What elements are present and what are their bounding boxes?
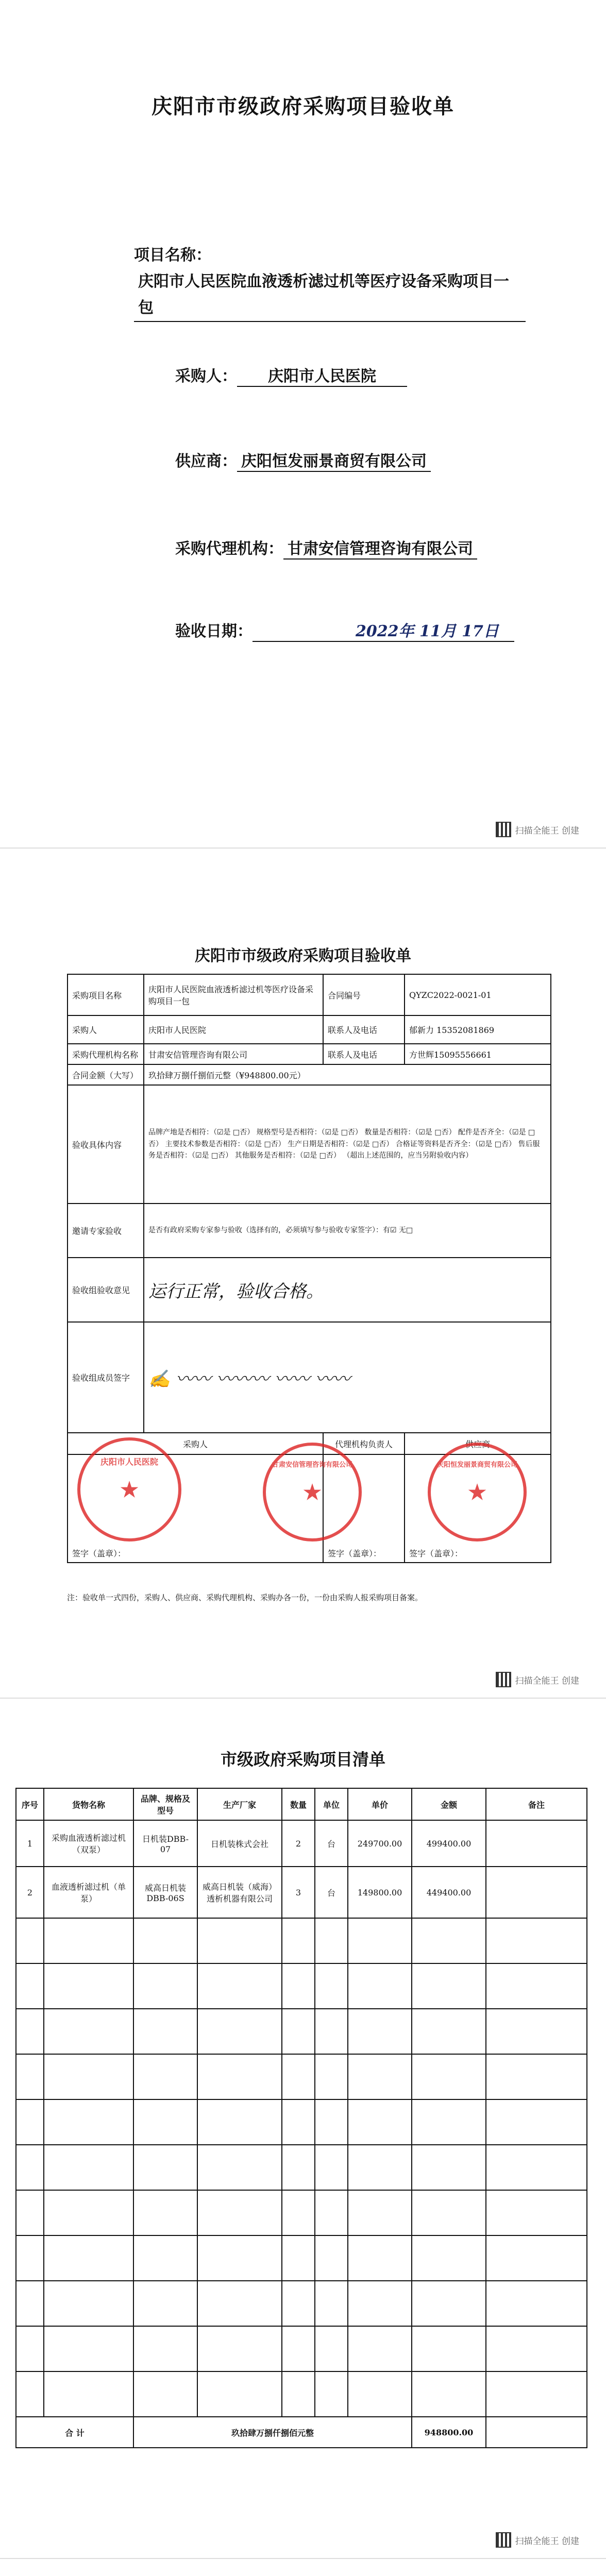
form-footnote: 注：验收单一式四份，采购人、供应商、采购代理机构、采购办各一份，一份由采购人报采购项目备案。: [67, 1593, 423, 1602]
agency-label-cell: 采购代理机构名称: [68, 1044, 144, 1064]
date-label: 验收日期：: [175, 622, 252, 640]
agency-field: [175, 536, 477, 560]
project-name-field: [134, 242, 526, 322]
buyer-label: 采购人：: [175, 367, 237, 385]
seal-star-icon: ★: [120, 1477, 139, 1502]
scanner-watermark: [496, 2532, 579, 2548]
members-signature-cell: [144, 1322, 551, 1433]
supplier-seal-text: 庆阳恒发丽景商贸有限公司: [436, 1461, 517, 1469]
project-value-cell: 庆阳市人民医院血液透析滤过机等医疗设备采购项目一包: [144, 974, 323, 1015]
cell-unit: 台: [315, 1820, 348, 1867]
cell-no: 2: [16, 1867, 44, 1918]
agency-sign-label: 签字（盖章）：: [328, 1549, 382, 1558]
cell-model: 威高日机装DBB-06S: [133, 1867, 197, 1918]
buyer-sign-label: 签字（盖章）：: [72, 1549, 126, 1558]
project-name-value: 庆阳市人民医院血液透析滤过机等医疗设备采购项目一包: [134, 268, 526, 322]
cell-no: 1: [16, 1820, 44, 1867]
agency-contact-label-cell: 联系人及电话: [323, 1044, 405, 1064]
content-value-cell: 品牌产地是否相符：（☑是 □否） 规格型号是否相符：（☑是 □否） 数量是否相符：（☑是 □否） 配件是否齐全：（☑是 □否） 主要技术参数是否相符：（☑是 □否） 生产日期是否相符：（☑是 □否） 合格证等资料是否齐全：（☑是 □否） 售后服务是否相符：（☑是 □否） 其他服务是否相符：（☑是 □否） （超出上述范围的，应当另附验收内容）: [144, 1085, 551, 1204]
project-name-label: 项目名称：: [134, 246, 211, 264]
col-maker: 生产厂家: [197, 1788, 282, 1820]
table-row-empty: [16, 1963, 587, 2009]
buyer-value: 庆阳市人民医院: [237, 363, 407, 387]
cell-qty: 2: [282, 1820, 315, 1867]
item-list-page: [0, 1700, 606, 2555]
agency-value: 甘肃安信管理咨询有限公司: [283, 536, 477, 560]
buyer-seal-text: 庆阳市人民医院: [100, 1456, 158, 1467]
cell-amount: 449400.00: [412, 1867, 486, 1918]
scanner-watermark: [496, 822, 579, 837]
form-title: 庆阳市市级政府采购项目验收单: [195, 947, 411, 965]
buyer-label-cell: 采购人: [68, 1015, 144, 1044]
acceptance-form-page: [0, 850, 606, 1695]
buyer-seal: [77, 1437, 181, 1541]
scanner-label: 扫描全能王 创建: [515, 2536, 579, 2547]
date-field: [175, 618, 514, 642]
page-divider: [0, 2558, 606, 2559]
table-row: [16, 1867, 587, 1918]
col-no: 序号: [16, 1788, 44, 1820]
supplier-label: 供应商：: [175, 452, 237, 470]
buyer-contact-label-cell: 联系人及电话: [323, 1015, 405, 1044]
cell-remark: [486, 1867, 587, 1918]
cell-price: 149800.00: [348, 1867, 412, 1918]
scanner-label: 扫描全能王 创建: [515, 825, 579, 836]
col-unit: 单位: [315, 1788, 348, 1820]
date-value: 2022年 11月 17日: [252, 618, 514, 642]
agency-value-cell: 甘肃安信管理咨询有限公司: [144, 1044, 323, 1064]
supplier-sign-header: 供应商: [405, 1433, 551, 1454]
agency-sign-header: 代理机构负责人: [323, 1433, 405, 1454]
project-label-cell: 采购项目名称: [68, 974, 144, 1015]
cell-maker: 日机装株式会社: [197, 1820, 282, 1867]
total-amount: 948800.00: [412, 2417, 486, 2448]
cell-maker: 威高日机装（威海）透析机器有限公司: [197, 1867, 282, 1918]
qr-icon: [496, 822, 511, 837]
table-row-empty: [16, 2145, 587, 2190]
opinion-value-cell: 运行正常，验收合格。: [144, 1258, 551, 1322]
supplier-field: [175, 448, 431, 472]
buyer-sign-header: 采购人: [68, 1433, 323, 1454]
buyer-contact-value-cell: 郁新力 15352081869: [405, 1015, 551, 1044]
seal-star-icon: ★: [303, 1480, 322, 1504]
table-row-empty: [16, 2371, 587, 2417]
members-label-cell: 验收组成员签字: [68, 1322, 144, 1433]
cell-qty: 3: [282, 1867, 315, 1918]
total-row: [16, 2417, 587, 2448]
cover-title: 庆阳市市级政府采购项目验收单: [152, 94, 454, 118]
table-row-empty: [16, 2326, 587, 2371]
contract-label-cell: 合同编号: [323, 974, 405, 1015]
table-row-empty: [16, 2235, 587, 2281]
cell-name: 血液透析滤过机（单泵）: [44, 1867, 133, 1918]
col-price: 单价: [348, 1788, 412, 1820]
cell-remark: [486, 1820, 587, 1867]
table-row-empty: [16, 2054, 587, 2099]
agency-contact-value-cell: 方世辉15095556661: [405, 1044, 551, 1064]
qr-icon: [496, 2532, 511, 2548]
col-name: 货物名称: [44, 1788, 133, 1820]
scanner-label: 扫描全能王 创建: [515, 1675, 579, 1686]
agency-label: 采购代理机构：: [175, 540, 283, 558]
agency-seal-text: 甘肃安信管理咨询有限公司: [272, 1461, 352, 1469]
handwritten-signature: ✍ 〰〰 〰〰〰 〰〰 〰〰: [148, 1369, 350, 1389]
cell-model: 日机装DBB-07: [133, 1820, 197, 1867]
expert-label-cell: 邀请专家验收: [68, 1204, 144, 1258]
table-row-empty: [16, 1918, 587, 1963]
cell-price: 249700.00: [348, 1820, 412, 1867]
qr-icon: [496, 1672, 511, 1687]
amount-value-cell: 玖拾肆万捌仟捌佰元整（¥948800.00元）: [144, 1064, 551, 1085]
item-list-table: [15, 1788, 587, 2448]
cover-page: [0, 0, 606, 845]
seal-star-icon: ★: [468, 1480, 486, 1504]
agency-seal: [263, 1443, 362, 1541]
table-row-empty: [16, 2009, 587, 2054]
scanner-watermark: [496, 1672, 579, 1687]
buyer-field: [175, 363, 407, 387]
opinion-label-cell: 验收组验收意见: [68, 1258, 144, 1322]
supplier-seal: [428, 1443, 527, 1541]
contract-value-cell: QYZC2022-0021-01: [405, 974, 551, 1015]
col-qty: 数量: [282, 1788, 315, 1820]
amount-label-cell: 合同金额（大写）: [68, 1064, 144, 1085]
table-row-empty: [16, 2281, 587, 2326]
table-row: [16, 1820, 587, 1867]
total-label: 合 计: [16, 2417, 133, 2448]
page-divider: [0, 1698, 606, 1699]
cell-name: 采购血液透析滤过机（双泵）: [44, 1820, 133, 1867]
col-amount: 金额: [412, 1788, 486, 1820]
supplier-sign-label: 签字（盖章）：: [409, 1549, 463, 1558]
page-divider: [0, 848, 606, 849]
col-remark: 备注: [486, 1788, 587, 1820]
table-row-empty: [16, 2099, 587, 2145]
table-row-empty: [16, 2190, 587, 2235]
supplier-value: 庆阳恒发丽景商贸有限公司: [237, 448, 431, 472]
expert-page: [0, 2561, 606, 2576]
cell-unit: 台: [315, 1867, 348, 1918]
expert-value-cell: 是否有政府采购专家参与验收（选择有的，必须填写参与验收专家签字）：有☑ 无□: [144, 1204, 551, 1258]
content-label-cell: 验收具体内容: [68, 1085, 144, 1204]
total-remark: [486, 2417, 587, 2448]
item-list-title: 市级政府采购项目清单: [220, 1750, 385, 1769]
cell-amount: 499400.00: [412, 1820, 486, 1867]
total-words: 玖拾肆万捌仟捌佰元整: [133, 2417, 412, 2448]
buyer-value-cell: 庆阳市人民医院: [144, 1015, 323, 1044]
col-model: 品牌、规格及型号: [133, 1788, 197, 1820]
